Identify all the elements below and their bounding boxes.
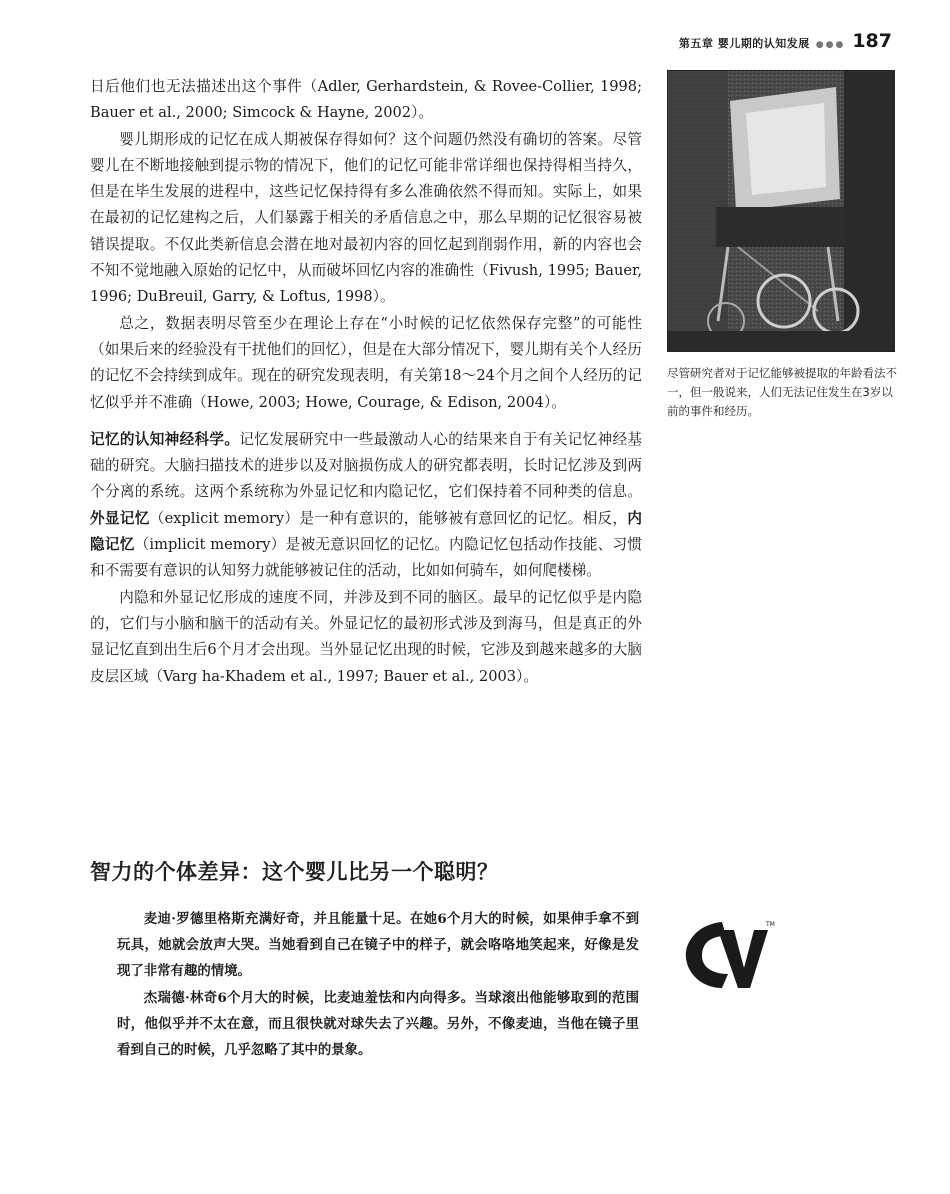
vignette-paragraph-2: 杰瑞德·林奇6个月大的时候，比麦迪羞怯和内向得多。当球滚出他能够取到的范围时，他似乎并不太在意，而且很快就对球失去了兴趣。另外，不像麦迪，当他在镜子里看到自己的时候，几乎忽略了其中的景象。 <box>117 989 639 1059</box>
section-heading: 智力的个体差异：这个婴儿比另一个聪明？ <box>90 860 499 884</box>
header-dots: ●●● <box>815 40 846 50</box>
term-implicit-memory: 内隐记忆 <box>90 509 642 554</box>
cw-logo-icon <box>678 912 778 994</box>
photo-illustration <box>668 71 894 351</box>
trademark-mark: TM <box>766 921 775 928</box>
main-text-column <box>90 74 642 690</box>
paragraph-4-text-b: （explicit memory）是一种有意识的，能够被有意回忆的记忆。相反， <box>149 509 628 527</box>
paragraph-4 <box>90 427 642 585</box>
page-number: 187 <box>852 30 892 52</box>
paragraph-5: 内隐和外显记忆形成的速度不同，并涉及到不同的脑区。最早的记忆似乎是内隐的，它们与小脑和脑干的活动有关。外显记忆的最初形式涉及到海马，但是真正的外显记忆直到出生后6个月才会出现。当外显记忆出现的时候，它涉及到越来越多的大脑皮层区域（Varg ha-Khadem et al., 1997; Bauer et al., 2003）。 <box>90 588 642 685</box>
photo-caption: 尽管研究者对于记忆能够被提取的年龄看法不一，但一般说来，人们无法记住发生在3岁以前的事件和经历。 <box>667 366 897 418</box>
paragraph-4-text-a: 记忆发展研究中一些最激动人心的结果来自于有关记忆神经基础的研究。大脑扫描技术的进步以及对脑损伤成人的研究都表明，长时记忆涉及到两个分离的系统。这两个系统称为外显记忆和内隐记忆，它们保持着不同种类的信息。 <box>90 430 642 501</box>
paragraph-3: 总之，数据表明尽管至少在理论上存在“小时候的记忆依然保存完整”的可能性（如果后来的经验没有干扰他们的回忆），但是在大部分情况下，婴儿期有关个人经历的记忆不会持续到成年。现在的研究发现表明，有关第18～24个月之间个人经历的记忆似乎并不准确（Howe, 2003; Howe, Courage, & Edison, 2004）。 <box>90 314 642 411</box>
paragraph-2: 婴儿期形成的记忆在成人期被保存得如何？这个问题仍然没有确切的答案。尽管婴儿在不断地接触到提示物的情况下，他们的记忆可能非常详细也保持得相当持久，但是在毕生发展的进程中，这些记忆保持得有多么准确依然不得而知。实际上，如果在最初的记忆建构之后，人们暴露于相关的矛盾信息之中，那么早期的记忆很容易被错误提取。不仅此类新信息会潜在地对最初内容的回忆起到削弱作用，新的内容也会不知不觉地融入原始的记忆中，从而破坏回忆内容的准确性（Fivush, 1995; Bauer, 1996; DuBreuil, Garry, & Loftus, 1998）。 <box>90 130 642 306</box>
subsection-heading: 记忆的认知神经科学。 <box>90 430 240 448</box>
term-explicit-memory: 外显记忆 <box>90 509 150 527</box>
vignette-paragraph-1: 麦迪·罗德里格斯充满好奇，并且能量十足。在她6个月大的时候，如果伸手拿不到玩具，她就会放声大哭。当她看到自己在镜子中的样子，就会咯咯地笑起来，好像是发现了非常有趣的情境。 <box>117 911 639 980</box>
photo-baby-stroller <box>667 70 895 352</box>
paragraph-1: 日后他们也无法描述出这个事件（Adler, Gerhardstein, & Rovee-Collier, 1998; Bauer et al., 2000; Simcock & Hayne, 2002）。 <box>90 78 642 122</box>
paragraph-4-text-c: （implicit memory）是被无意识回忆的记忆。内隐记忆包括动作技能、习惯和不需要有意识的认知努力就能够被记住的活动，比如如何骑车，如何爬楼梯。 <box>90 536 642 580</box>
cw-logo-graphic <box>678 912 778 994</box>
chapter-title: 第五章 婴儿期的认知发展 <box>678 37 810 50</box>
running-header <box>679 30 892 52</box>
case-vignette <box>117 906 639 1063</box>
